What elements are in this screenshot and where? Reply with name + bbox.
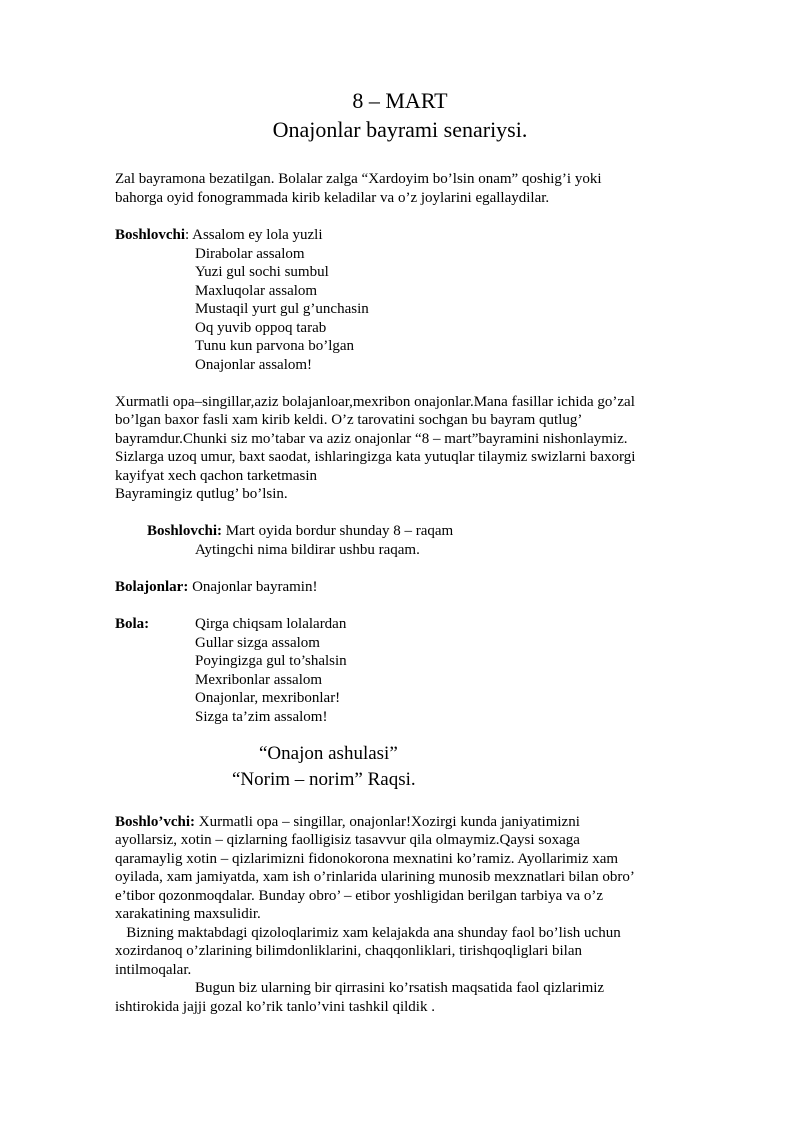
poem-line: Tunu kun parvona bo’lgan	[195, 338, 355, 354]
speaker-line-2	[147, 522, 453, 540]
poem-line: Assalom ey lola yuzli	[192, 227, 323, 243]
paragraph-line: intilmoqalar.	[115, 962, 192, 978]
speaker-name: Boshlovchi:	[147, 523, 223, 539]
poem-line: Mustaqil yurt gul g’unchasin	[195, 301, 369, 317]
dialogue-line: Aytingchi nima bildirar ushbu raqam.	[195, 542, 420, 558]
paragraph-line: Bayramingiz qutlug’ bo’lsin.	[115, 486, 288, 502]
intro-line: bahorga oyid fonogrammada kirib keladilar va o’z joylarini egallaydilar.	[115, 190, 550, 206]
speaker-name-bola	[115, 615, 149, 633]
paragraph-line: Xurmatli opa – singillar, onajonlar!Xozirgi kunda janiyatimizni	[195, 814, 580, 830]
dialogue-line: Mart oyida bordur shunday 8 – raqam	[222, 523, 454, 539]
title-main: Onajonlar bayrami senariysi.	[272, 117, 528, 142]
paragraph-line: e’tibor qozonmoqdalar. Bunday obro’ – etibor yoshligidan berilgan tarbiya va o’z	[115, 888, 604, 904]
paragraph-line: Sizlarga uzoq umur, baxt saodat, ishlaringizga kata yutuqlar tilaymiz swizlarni baxorgi	[115, 449, 636, 465]
paragraph-line: Bizning maktabdagi qizoloqlarimiz xam kelajakda ana shunday faol bo’lish uchun	[115, 925, 621, 941]
paragraph-line: xozirdanoq o’zlarining bilimdonliklarini, chaqqonliklari, tirishqoqliglari bilan	[115, 943, 582, 959]
paragraph-line: bayramdur.Chunki siz mo’tabar va aziz onajonlar “8 – mart”bayramini nishonlaymiz.	[115, 431, 628, 447]
poem-line: Sizga ta’zim assalom!	[195, 709, 328, 725]
poem-line: Poyingizga gul to’shalsin	[195, 653, 347, 669]
intro-line: Zal bayramona bezatilgan. Bolalar zalga “Xardoyim bo’lsin onam” qoshig’i yoki	[115, 171, 602, 187]
speaker-line-3	[115, 578, 317, 596]
dialogue-line: Onajonlar bayramin!	[188, 579, 318, 595]
title-date: 8 – MART	[352, 88, 448, 113]
poem-line: Qirga chiqsam lolalardan	[195, 616, 347, 632]
speaker-colon: :	[185, 227, 193, 243]
paragraph-line: Bugun biz ularning bir qirrasini ko’rsatish maqsatida faol qizlarimiz	[195, 980, 605, 996]
speaker-name: Bolajonlar:	[115, 579, 189, 595]
poem-line: Maxluqolar assalom	[195, 283, 318, 299]
speaker-name: Boshlo’vchi:	[115, 814, 196, 830]
poem-line: Dirabolar assalom	[195, 246, 305, 262]
paragraph-line: ishtirokida jajji gozal ko’rik tanlo’vini tashkil qildik .	[115, 999, 435, 1015]
poem-line: Oq yuvib oppoq tarab	[195, 320, 327, 336]
paragraph-line: Xurmatli opa–singillar,aziz bolajanloar,mexribon onajonlar.Mana fasillar ichida go’zal	[115, 394, 635, 410]
poem-line: Mexribonlar assalom	[195, 672, 323, 688]
speaker-line-1	[115, 226, 323, 244]
poem-line: Yuzi gul sochi sumbul	[195, 264, 329, 280]
paragraph-line: qaramaylig xotin – qizlarimizni fidonokorona mexnatini ko’ramiz. Ayollarimiz xam	[115, 851, 619, 867]
paragraph-line: oyilada, xam jamiyatda, xam ish o’rinlarida ularining munosib mexznatlari bilan obro’	[115, 869, 635, 885]
speaker-line-5	[115, 813, 580, 831]
paragraph-line: xarakatining maxsulidir.	[115, 906, 261, 922]
poem-line: Onajonlar assalom!	[195, 357, 313, 373]
speaker-name: Bola:	[115, 616, 150, 632]
paragraph-line: bo’lgan baxor fasli xam kirib keldi. O’z tarovatini sochgan bu bayram qutlug’	[115, 412, 583, 428]
poem-line: Gullar sizga assalom	[195, 635, 320, 651]
paragraph-line: kayifyat xech qachon tarketmasin	[115, 468, 318, 484]
dance-title: “Norim – norim” Raqsi.	[232, 769, 416, 790]
song-title: “Onajon ashulasi”	[259, 743, 398, 764]
speaker-name: Boshlovchi	[115, 227, 186, 243]
poem-line: Onajonlar, mexribonlar!	[195, 690, 341, 706]
paragraph-line: ayollarsiz, xotin – qizlarning faolligisiz tasavvur qila olmaymiz.Qaysi soxaga	[115, 832, 580, 848]
